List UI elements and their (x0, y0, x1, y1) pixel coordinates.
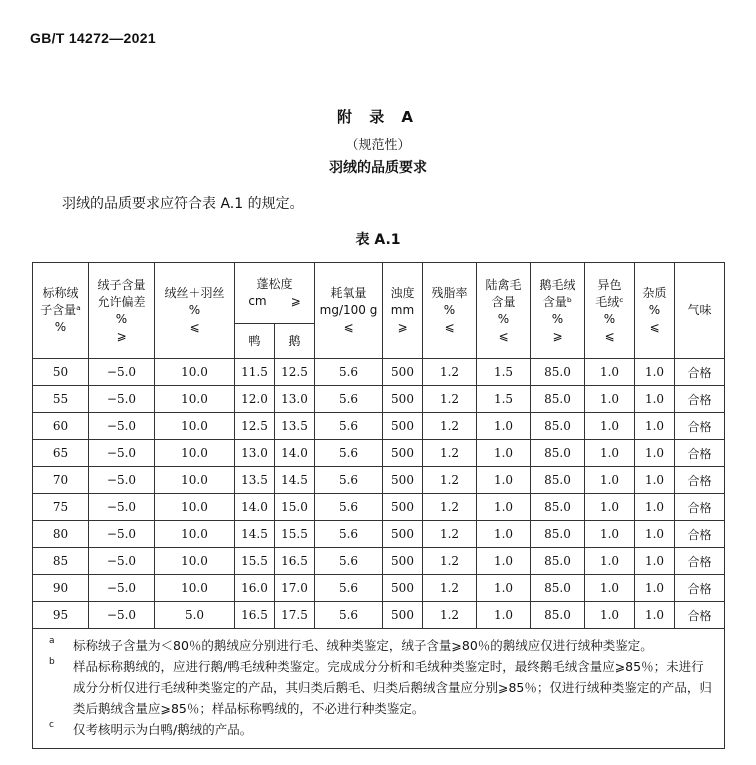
header-deviation (89, 263, 155, 359)
table-cell: 1.0 (477, 521, 531, 548)
table-cell: 14.0 (235, 494, 275, 521)
table-cell: 500 (383, 359, 423, 386)
table-cell: 70 (33, 467, 89, 494)
header-line: cm ⩾ (248, 294, 301, 308)
table-cell: 1.2 (423, 440, 477, 467)
table-cell: 17.5 (275, 602, 315, 629)
table-cell: 合格 (675, 386, 725, 413)
header-line: ⩽ (604, 328, 615, 343)
table-cell: 500 (383, 521, 423, 548)
table-cell: 75 (33, 494, 89, 521)
table-cell: 10.0 (155, 494, 235, 521)
table-cell: 500 (383, 494, 423, 521)
footnote-mark: b (49, 657, 55, 667)
header-line: 绒子含量 (97, 277, 146, 292)
table-cell: 5.0 (155, 602, 235, 629)
header-line: 子含量ᵃ (40, 303, 81, 317)
table-cell: 1.0 (585, 575, 635, 602)
header-fiber (155, 263, 235, 359)
table-row (33, 602, 725, 629)
table-cell: 合格 (675, 521, 725, 548)
table-cell: −5.0 (89, 602, 155, 629)
table-cell: 60 (33, 413, 89, 440)
table-cell: 80 (33, 521, 89, 548)
header-line: % (115, 311, 128, 326)
header-line: 异色 (597, 277, 622, 292)
table-cell: −5.0 (89, 386, 155, 413)
header-line: ⩽ (498, 328, 509, 343)
header-line: ⩽ (444, 320, 455, 334)
table-cell: 500 (383, 602, 423, 629)
standard-code: GB/T 14272—2021 (30, 30, 156, 46)
table-cell: 1.2 (423, 494, 477, 521)
header-fat (423, 263, 477, 359)
table-cell: 1.2 (423, 548, 477, 575)
header-line: 含量ᵇ (542, 294, 573, 309)
footnote-mark: a (49, 636, 55, 646)
header-line: 蓬松度 (256, 277, 293, 291)
table-row (33, 386, 725, 413)
table-cell: 15.5 (235, 548, 275, 575)
table-cell: 10.0 (155, 440, 235, 467)
table-cell: 10.0 (155, 521, 235, 548)
table-cell: 5.6 (315, 467, 383, 494)
table-cell: 1.0 (635, 521, 675, 548)
table-cell: 1.0 (635, 440, 675, 467)
table-cell: 12.5 (275, 359, 315, 386)
annex-category: （规范性） (345, 138, 411, 153)
table-row (33, 467, 725, 494)
table-cell: 12.5 (235, 413, 275, 440)
header-goose-down (531, 263, 585, 359)
table-cell: 1.2 (423, 575, 477, 602)
table-cell: 15.0 (275, 494, 315, 521)
table-cell: 12.0 (235, 386, 275, 413)
header-line: 残脂率 (431, 286, 468, 300)
table-cell: 5.6 (315, 575, 383, 602)
table-cell: 5.6 (315, 440, 383, 467)
header-line: 杂质 (642, 286, 667, 300)
header-line: 气味 (687, 303, 712, 317)
table-row (33, 440, 725, 467)
table-cell: 1.0 (635, 467, 675, 494)
table-cell: 85.0 (531, 467, 585, 494)
table-cell: 1.0 (635, 359, 675, 386)
table-cell: 1.0 (477, 413, 531, 440)
table-cell: 合格 (675, 602, 725, 629)
table-row (33, 494, 725, 521)
intro-paragraph: 羽绒的品质要求应符合表 A.1 的规定。 (62, 196, 304, 212)
header-line: 陆禽毛 (485, 277, 522, 292)
table-cell: 500 (383, 440, 423, 467)
header-turbidity (383, 263, 423, 359)
header-loft-goose: 鹅 (275, 324, 315, 359)
header-line: 绒丝＋羽丝 (164, 286, 225, 300)
header-line: 允许偏差 (97, 294, 146, 309)
table-cell: 10.0 (155, 413, 235, 440)
table-cell: 85.0 (531, 494, 585, 521)
table-cell: 500 (383, 548, 423, 575)
header-line: 浊度 (390, 286, 415, 300)
table-cell: 13.5 (275, 413, 315, 440)
table-cell: 10.0 (155, 548, 235, 575)
table-body (33, 359, 725, 629)
header-line: 耗氧量 (330, 286, 367, 300)
footnote-text: 样品标称鹅绒的，应进行鹅/鸭毛绒种类鉴定。完成成分分析和毛绒种类鉴定时，最终鹅毛绒含量应⩾85％；未进行成分分析仅进行毛绒种类鉴定的产品，其归类后鹅毛、归类后鹅绒含量应分别⩾85％；仅进行绒种类鉴定的产品，归类后鹅绒含量应⩾85％；样品标称鸭绒的，不必进行种类鉴定。 (73, 659, 712, 716)
footnote (49, 719, 714, 740)
table-cell: 1.2 (423, 386, 477, 413)
table-cell: 17.0 (275, 575, 315, 602)
table-row (33, 548, 725, 575)
table-cell: 1.2 (423, 602, 477, 629)
table-cell: 1.0 (477, 440, 531, 467)
header-line: % (54, 320, 67, 334)
footnote-text: 标称绒子含量为＜80％的鹅绒应分别进行毛、绒种类鉴定，绒子含量⩾80％的鹅绒应仅进行绒种类鉴定。 (73, 638, 653, 653)
header-line: % (648, 303, 661, 317)
header-landfowl (477, 263, 531, 359)
table-cell: 合格 (675, 494, 725, 521)
table-cell: 85.0 (531, 548, 585, 575)
table-cell: 13.0 (275, 386, 315, 413)
table-title: 表 A.1 (355, 232, 401, 248)
table-cell: 1.0 (635, 602, 675, 629)
header-line: 鹅毛绒 (539, 277, 576, 292)
table-cell: 合格 (675, 467, 725, 494)
table-cell: 500 (383, 386, 423, 413)
table-cell: 85.0 (531, 602, 585, 629)
footnote (49, 635, 714, 656)
table-cell: 10.0 (155, 386, 235, 413)
table-cell: 5.6 (315, 413, 383, 440)
table-cell: 1.0 (477, 575, 531, 602)
header-loft (235, 263, 315, 324)
table-cell: 14.5 (275, 467, 315, 494)
table-cell: 85.0 (531, 440, 585, 467)
table-cell: 1.0 (585, 359, 635, 386)
table-cell: 85 (33, 548, 89, 575)
table-cell: 65 (33, 440, 89, 467)
table-cell: 5.6 (315, 386, 383, 413)
table-cell: 1.5 (477, 359, 531, 386)
header-line: ⩽ (189, 320, 200, 334)
table-cell: 1.0 (635, 386, 675, 413)
table-cell: 1.5 (477, 386, 531, 413)
table-cell: 1.0 (585, 602, 635, 629)
header-line: 含量 (491, 294, 516, 309)
table-cell: 500 (383, 413, 423, 440)
table-cell: 14.0 (275, 440, 315, 467)
header-impurity (635, 263, 675, 359)
table-cell: 15.5 (275, 521, 315, 548)
table-cell: 5.6 (315, 548, 383, 575)
header-line: 标称绒 (42, 286, 79, 300)
annex-name: 羽绒的品质要求 (329, 160, 427, 176)
table-cell: 合格 (675, 359, 725, 386)
header-line: 毛绒ᶜ (595, 294, 624, 309)
table-cell: 1.0 (477, 602, 531, 629)
table-cell: 16.0 (235, 575, 275, 602)
table-cell: 1.0 (635, 494, 675, 521)
table-cell: 1.0 (585, 386, 635, 413)
table-cell: 1.2 (423, 467, 477, 494)
table-cell: 1.2 (423, 521, 477, 548)
table-cell: 1.0 (585, 467, 635, 494)
header-down-content (33, 263, 89, 359)
quality-requirements-table (32, 262, 725, 749)
table-cell: 5.6 (315, 521, 383, 548)
table-cell: 1.0 (585, 521, 635, 548)
header-line: ⩽ (343, 320, 354, 334)
table-cell: 16.5 (275, 548, 315, 575)
table-cell: −5.0 (89, 548, 155, 575)
table-cell: 1.2 (423, 359, 477, 386)
table-cell: 16.5 (235, 602, 275, 629)
table-cell: 85.0 (531, 386, 585, 413)
table-cell: 1.0 (585, 548, 635, 575)
table-cell: −5.0 (89, 575, 155, 602)
table-cell: 1.2 (423, 413, 477, 440)
table-cell: 1.0 (477, 494, 531, 521)
table-cell: 85.0 (531, 413, 585, 440)
footnote-text: 仅考核明示为白鸭/鹅绒的产品。 (73, 722, 253, 737)
table-cell: −5.0 (89, 440, 155, 467)
header-oxygen (315, 263, 383, 359)
table-cell: 50 (33, 359, 89, 386)
table-cell: 1.0 (635, 575, 675, 602)
table-cell: 5.6 (315, 602, 383, 629)
table-cell: 10.0 (155, 467, 235, 494)
header-line: % (188, 303, 201, 317)
table-cell: 1.0 (635, 413, 675, 440)
table-row (33, 359, 725, 386)
header-line: mg/100 g (319, 303, 378, 317)
table-row (33, 521, 725, 548)
table-row (33, 575, 725, 602)
table-cell: 1.0 (585, 494, 635, 521)
table-cell: 500 (383, 575, 423, 602)
table-cell: 5.6 (315, 359, 383, 386)
table-cell: 95 (33, 602, 89, 629)
table-cell: 1.0 (477, 548, 531, 575)
table-cell: 14.5 (235, 521, 275, 548)
table-cell: 1.0 (585, 440, 635, 467)
table-cell: 85.0 (531, 521, 585, 548)
header-odor (675, 263, 725, 359)
table-cell: 合格 (675, 440, 725, 467)
header-line: % (443, 303, 456, 317)
annex-title: 附 录 A (336, 108, 420, 126)
header-line: % (603, 311, 616, 326)
header-line: ⩾ (116, 328, 127, 343)
table-cell: −5.0 (89, 359, 155, 386)
table-cell: 55 (33, 386, 89, 413)
header-line: mm (390, 303, 415, 317)
table-cell: 13.0 (235, 440, 275, 467)
table-cell: 合格 (675, 575, 725, 602)
table-cell: 合格 (675, 413, 725, 440)
table-cell: −5.0 (89, 413, 155, 440)
table-cell: 1.0 (585, 413, 635, 440)
table-row (33, 413, 725, 440)
table-cell: 85.0 (531, 359, 585, 386)
header-line: ⩾ (552, 328, 563, 343)
table-cell: 1.0 (635, 548, 675, 575)
header-line: % (497, 311, 510, 326)
table-cell: 85.0 (531, 575, 585, 602)
table-cell: 13.5 (235, 467, 275, 494)
table-cell: 500 (383, 467, 423, 494)
table-cell: 1.0 (477, 467, 531, 494)
table-footnotes (33, 629, 725, 749)
table-cell: 合格 (675, 548, 725, 575)
table-cell: −5.0 (89, 494, 155, 521)
table-cell: 90 (33, 575, 89, 602)
table-cell: 10.0 (155, 575, 235, 602)
header-line: ⩽ (649, 320, 660, 334)
table-cell: −5.0 (89, 467, 155, 494)
header-line: ⩾ (397, 320, 408, 334)
footnote-mark: c (49, 720, 54, 730)
header-off-color (585, 263, 635, 359)
table-cell: 11.5 (235, 359, 275, 386)
footnote (49, 656, 714, 719)
table-cell: 5.6 (315, 494, 383, 521)
table-cell: −5.0 (89, 521, 155, 548)
header-line: % (551, 311, 564, 326)
header-loft-duck: 鸭 (235, 324, 275, 359)
table-cell: 10.0 (155, 359, 235, 386)
